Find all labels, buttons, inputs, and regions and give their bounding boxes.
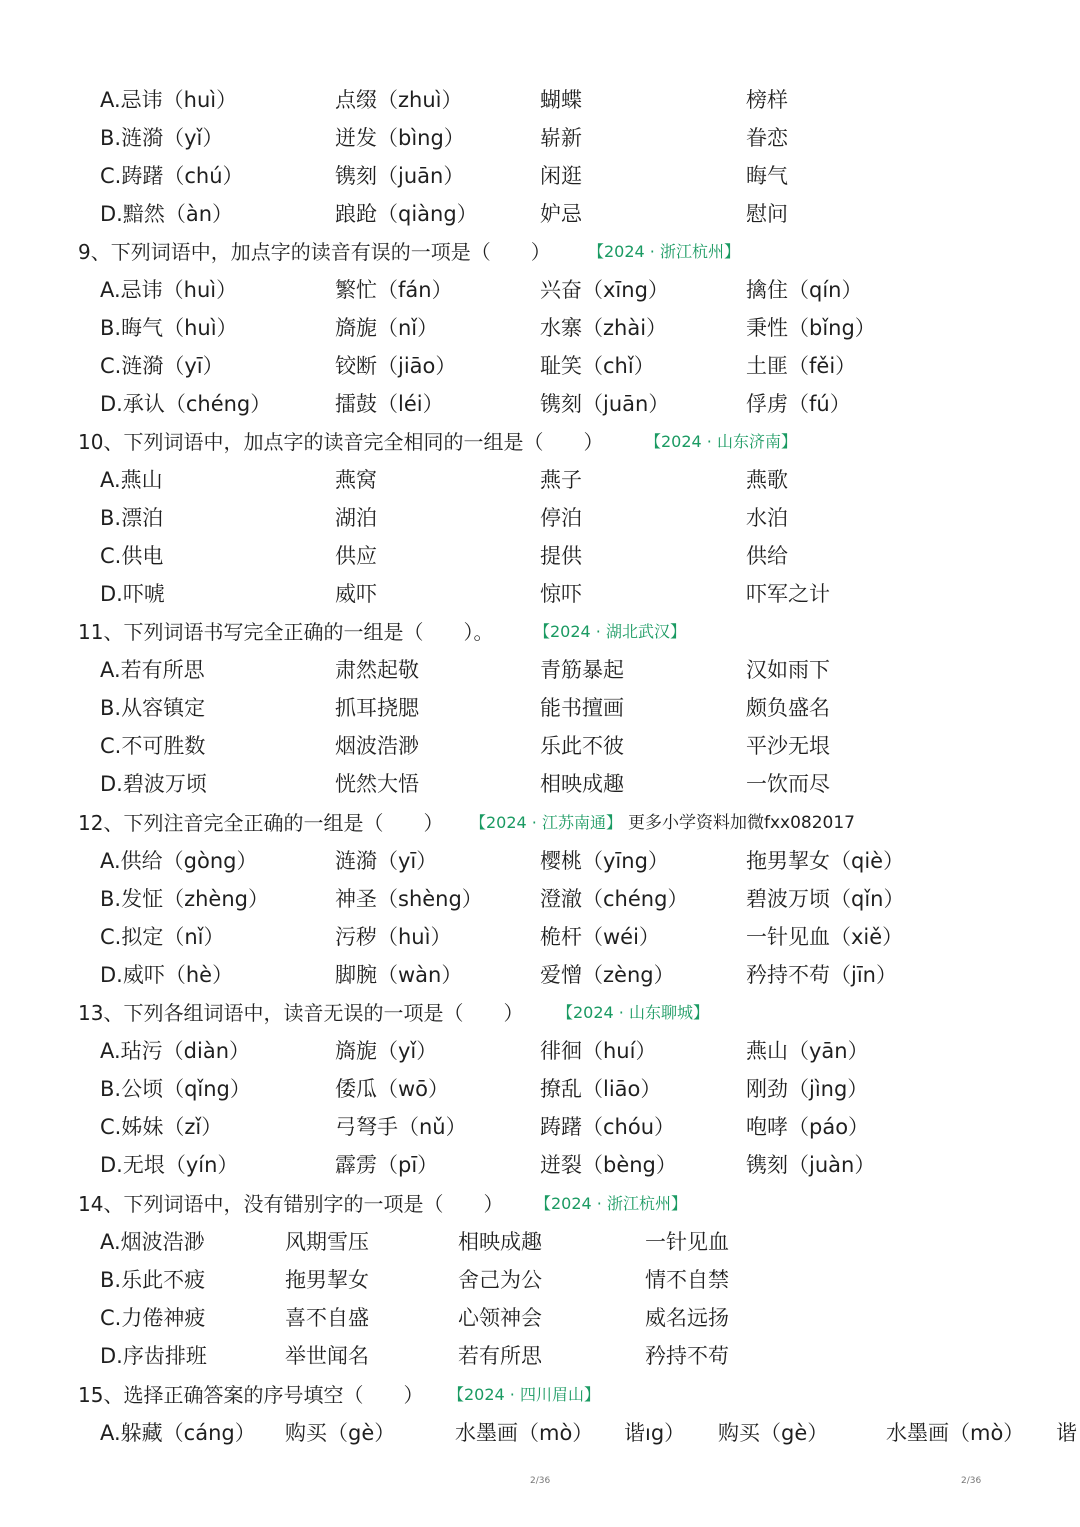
option-text: 拖男挈女 [285, 1268, 369, 1292]
option-text: 撩乱（liāo） [540, 1077, 662, 1101]
question-source: 【2024 · 山东济南】 [645, 432, 797, 451]
option-text: 踉跄（qiàng） [335, 202, 478, 226]
option-text: 惊吓 [540, 582, 582, 606]
option-text: 蝴蝶 [540, 88, 582, 112]
option-text: D.承认（chéng） [100, 392, 272, 416]
option-text: 碧波万顷（qǐn） [746, 887, 905, 911]
option-text: 神圣（shèng） [335, 887, 483, 911]
option-text: 擂鼓（léi） [335, 392, 444, 416]
option-text: 汉如雨下 [746, 658, 830, 682]
option-text: A.供给（gòng） [100, 849, 258, 873]
option-text: 迸裂（bèng） [540, 1153, 677, 1177]
question-text: 13、下列各组词语中，读音无误的一项是（ ） [78, 1001, 524, 1025]
option-text: 恍然大悟 [335, 772, 419, 796]
option-text: 平沙无垠 [746, 734, 830, 758]
question-source: 【2024 · 湖北武汉】 [534, 622, 686, 641]
page-number: 2/36 [530, 1476, 551, 1486]
option-text: 兴奋（xīng） [540, 278, 669, 302]
option-text: 眷恋 [746, 126, 788, 150]
option-text: 刚劲（jìng） [746, 1077, 869, 1101]
option-text: C.涟漪（yī） [100, 354, 224, 378]
option-text: 威名远扬 [645, 1306, 729, 1330]
option-text: B.从容镇定 [100, 696, 206, 720]
option-text: 澄澈（chéng） [540, 887, 689, 911]
option-text: 乐此不彼 [540, 734, 624, 758]
option-text: 能书擅画 [540, 696, 624, 720]
option-text: 点缀（zhuì） [335, 88, 463, 112]
question-source: 【2024 · 四川眉山】 [448, 1385, 600, 1404]
question-text: 14、下列词语中，没有错别字的一项是（ ） [78, 1192, 504, 1216]
option-text: 供给 [746, 544, 788, 568]
option-text: 烟波浩渺 [335, 734, 419, 758]
option-text: 威吓 [335, 582, 377, 606]
option-text: D.序齿排班 [100, 1344, 207, 1368]
question-source: 【2024 · 浙江杭州】 [535, 1194, 687, 1213]
option-text: 镌刻（juàn） [746, 1153, 876, 1177]
option-text: 污秽（huì） [335, 925, 452, 949]
question-source: 【2024 · 江苏南通】 [470, 813, 622, 832]
option-text: 秉性（bǐng） [746, 316, 876, 340]
option-text: 晦气 [746, 164, 788, 188]
option-text: D.吓唬 [100, 582, 165, 606]
option-text: 吓军之计 [746, 582, 830, 606]
option-text: D.威吓（hè） [100, 963, 234, 987]
option-text: A.若有所思 [100, 658, 205, 682]
option-text: A.玷污（diàn） [100, 1039, 251, 1063]
option-text: 爱憎（zèng） [540, 963, 675, 987]
option-text: B.公顷（qǐng） [100, 1077, 251, 1101]
option-text: 樱桃（yīng） [540, 849, 669, 873]
option-text: 繁忙（fán） [335, 278, 453, 302]
option-text: 霹雳（pī） [335, 1153, 439, 1177]
option-text: A.躲藏（cáng） [100, 1421, 256, 1445]
option-text: 慰问 [746, 202, 788, 226]
option-text: 谐 [1056, 1421, 1077, 1445]
option-text: 一针见血 [645, 1230, 729, 1254]
option-text: C.拟定（nǐ） [100, 925, 225, 949]
option-text: 水寨（zhài） [540, 316, 668, 340]
option-text: 擒住（qín） [746, 278, 863, 302]
option-text: 供应 [335, 544, 377, 568]
option-text: 停泊 [540, 506, 582, 530]
question-text: 12、下列注音完全正确的一组是（ ） [78, 811, 444, 835]
option-text: 若有所思 [458, 1344, 542, 1368]
option-text: B.漂泊 [100, 506, 164, 530]
option-text: A.燕山 [100, 468, 163, 492]
option-text: 土匪（fěi） [746, 354, 857, 378]
option-text: C.踌躇（chú） [100, 164, 244, 188]
option-text: 青筋暴起 [540, 658, 624, 682]
option-text: 脚腕（wàn） [335, 963, 463, 987]
option-text: 迸发（bìng） [335, 126, 465, 150]
option-text: 燕歌 [746, 468, 788, 492]
option-text: A.忌讳（huì） [100, 278, 238, 302]
option-text: 闲逛 [540, 164, 582, 188]
option-text: 燕窝 [335, 468, 377, 492]
option-text: 涟漪（yī） [335, 849, 438, 873]
option-text: 湖泊 [335, 506, 377, 530]
option-text: D.碧波万顷 [100, 772, 207, 796]
option-text: 咆哮（páo） [746, 1115, 870, 1139]
option-text: 榜样 [746, 88, 788, 112]
option-text: 抓耳挠腮 [335, 696, 419, 720]
option-text: 燕山（yān） [746, 1039, 869, 1063]
option-text: 购买（gè） [718, 1421, 829, 1445]
option-text: D.无垠（yín） [100, 1153, 239, 1177]
option-text: 水墨画（mò） [455, 1421, 594, 1445]
option-text: 燕子 [540, 468, 582, 492]
question-text: 9、下列词语中，加点字的读音有误的一项是（ ） [78, 240, 551, 264]
option-text: A.忌讳（huì） [100, 88, 238, 112]
option-text: 提供 [540, 544, 582, 568]
option-text: B.乐此不疲 [100, 1268, 206, 1292]
option-text: 举世闻名 [285, 1344, 369, 1368]
option-text: 旖旎（yǐ） [335, 1039, 438, 1063]
option-text: D.黯然（àn） [100, 202, 234, 226]
option-text: 拖男挈女（qiè） [746, 849, 905, 873]
option-text: C.供电 [100, 544, 164, 568]
option-text: A.烟波浩渺 [100, 1230, 205, 1254]
option-text: 肃然起敬 [335, 658, 419, 682]
promo-text: 更多小学资料加微fxx082017 [628, 813, 856, 833]
option-text: 镌刻（juān） [540, 392, 670, 416]
option-text: C.姊妹（zǐ） [100, 1115, 223, 1139]
option-text: B.发怔（zhèng） [100, 887, 269, 911]
option-text: 桅杆（wéi） [540, 925, 660, 949]
question-source: 【2024 · 浙江杭州】 [588, 242, 740, 261]
option-text: 心领神会 [458, 1306, 542, 1330]
option-text: 一针见血（xiě） [746, 925, 904, 949]
option-text: 谐ıg） [624, 1421, 686, 1445]
option-text: 喜不自盛 [285, 1306, 369, 1330]
option-text: 耻笑（chǐ） [540, 354, 655, 378]
option-text: 舍己为公 [458, 1268, 542, 1292]
option-text: 购买（gè） [285, 1421, 396, 1445]
option-text: 镌刻（juān） [335, 164, 465, 188]
option-text: 情不自禁 [645, 1268, 729, 1292]
option-text: 铰断（jiāo） [335, 354, 457, 378]
option-text: 相映成趣 [458, 1230, 542, 1254]
option-text: 风期雪压 [285, 1230, 369, 1254]
option-text: 颇负盛名 [746, 696, 830, 720]
option-text: 水墨画（mò） [886, 1421, 1025, 1445]
page-number: 2/36 [961, 1476, 982, 1486]
option-text: 踌躇（chóu） [540, 1115, 676, 1139]
option-text: 水泊 [746, 506, 788, 530]
question-source: 【2024 · 山东聊城】 [557, 1003, 709, 1022]
option-text: 旖旎（nǐ） [335, 316, 439, 340]
option-text: C.力倦神疲 [100, 1306, 206, 1330]
option-text: 徘徊（huí） [540, 1039, 657, 1063]
option-text: B.晦气（huì） [100, 316, 238, 340]
option-text: 矜持不苟 [645, 1344, 729, 1368]
option-text: 倭瓜（wō） [335, 1077, 450, 1101]
option-text: 弓弩手（nǔ） [335, 1115, 467, 1139]
question-text: 11、下列词语书写完全正确的一组是（ ）。 [78, 620, 494, 644]
option-text: 妒忌 [540, 202, 582, 226]
option-text: 矜持不苟（jīn） [746, 963, 897, 987]
option-text: 崭新 [540, 126, 582, 150]
option-text: 俘虏（fú） [746, 392, 851, 416]
question-text: 10、下列词语中，加点字的读音完全相同的一组是（ ） [78, 430, 604, 454]
option-text: 相映成趣 [540, 772, 624, 796]
option-text: C.不可胜数 [100, 734, 206, 758]
question-text: 15、选择正确答案的序号填空（ ） [78, 1383, 424, 1407]
option-text: B.涟漪（yǐ） [100, 126, 224, 150]
option-text: 一饮而尽 [746, 772, 830, 796]
